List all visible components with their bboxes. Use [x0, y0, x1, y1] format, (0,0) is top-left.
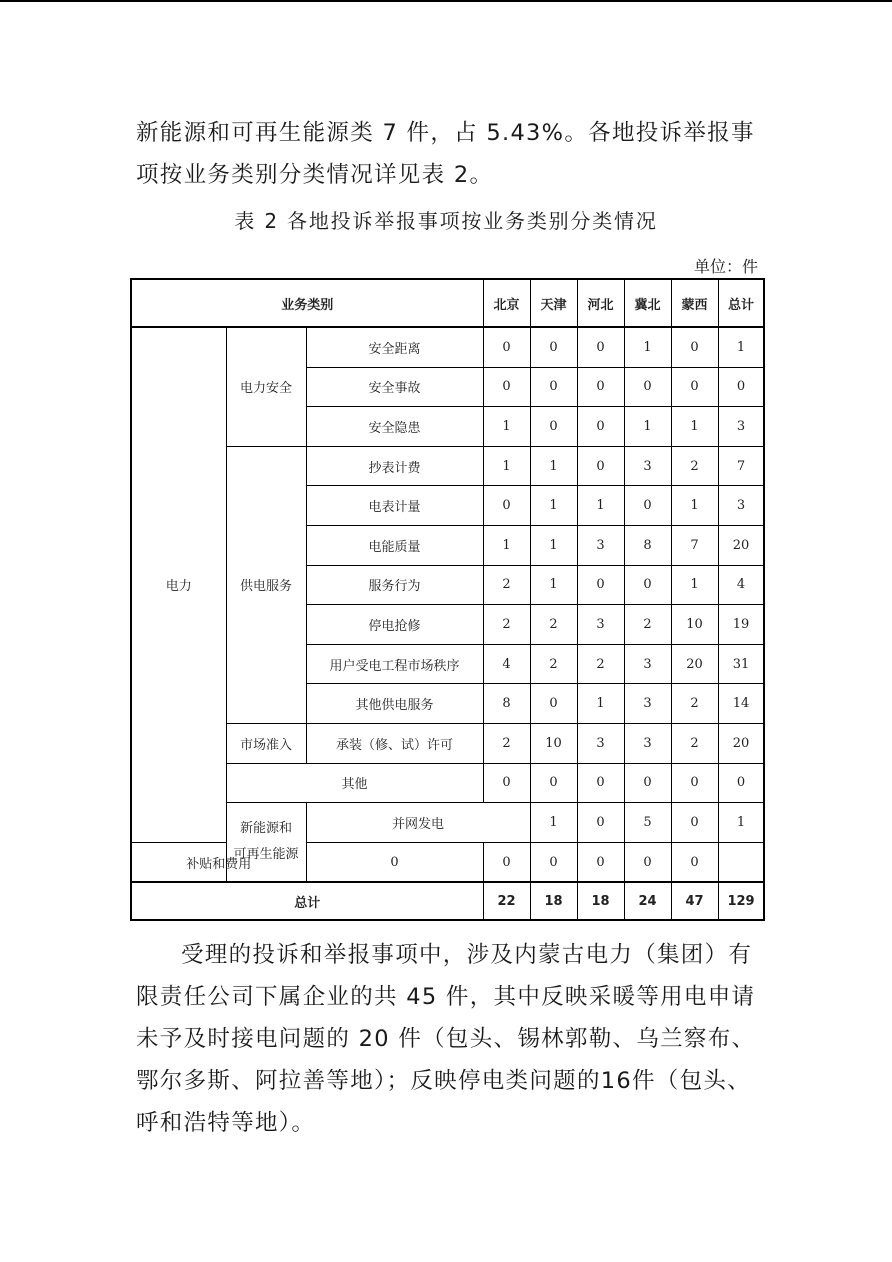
page-top-rule	[0, 0, 892, 2]
cell-value: 14	[718, 684, 764, 724]
table-row	[131, 327, 764, 367]
cell-value: 4	[718, 565, 764, 605]
header-total: 总计	[718, 279, 764, 327]
row-label: 并网发电	[306, 803, 530, 843]
row-label: 安全事故	[306, 367, 483, 407]
row-label: 其他供电服务	[306, 684, 483, 724]
cell-value: 7	[671, 525, 718, 565]
row-label: 安全距离	[306, 327, 483, 367]
total-value: 129	[718, 882, 764, 920]
cell-value: 0	[483, 327, 530, 367]
cell-value: 2	[671, 446, 718, 486]
cell-value: 3	[718, 486, 764, 526]
cell-value: 0	[530, 327, 577, 367]
total-value: 24	[624, 882, 671, 920]
table-row	[131, 446, 764, 486]
cell-value: 3	[624, 644, 671, 684]
cell-value: 1	[577, 684, 624, 724]
cell-value: 2	[483, 565, 530, 605]
header-region: 北京	[483, 279, 530, 327]
header-category: 业务类别	[131, 279, 483, 327]
cell-value: 3	[577, 525, 624, 565]
total-value: 18	[577, 882, 624, 920]
row-label: 停电抢修	[306, 605, 483, 645]
cell-value: 2	[577, 644, 624, 684]
cell-value: 1	[483, 446, 530, 486]
cell-value: 0	[671, 327, 718, 367]
cell-value: 0	[530, 407, 577, 447]
row-label: 电能质量	[306, 525, 483, 565]
cell-value: 5	[624, 803, 671, 843]
row-label: 电表计量	[306, 486, 483, 526]
cell-value: 0	[624, 842, 671, 882]
cell-value: 0	[577, 367, 624, 407]
cell-value: 2	[530, 644, 577, 684]
cell-value: 1	[483, 525, 530, 565]
cell-value: 2	[624, 605, 671, 645]
cell-value: 0	[530, 367, 577, 407]
closing-paragraph	[136, 934, 761, 1144]
cell-value: 0	[671, 842, 718, 882]
row-label: 用户受电工程市场秩序	[306, 644, 483, 684]
table-row	[131, 803, 764, 843]
cell-value: 8	[624, 525, 671, 565]
cell-value: 0	[483, 486, 530, 526]
intro-paragraph: 新能源和可再生能源类 7 件，占 5.43%。各地投诉举报事项按业务类别分类情况详见表 2。	[136, 120, 755, 188]
closing-paragraph-text: 受理的投诉和举报事项中，涉及内蒙古电力（集团）有限责任公司下属企业的共 45 件，其中反映采暖等用电申请未予及时接电问题的 20 件（包头、锡林郭勒、乌兰察布、鄂尔多斯、阿拉善等地）；反映停电类问题的16件（包头、呼和浩特等地）。	[136, 942, 756, 1136]
cell-value: 0	[671, 763, 718, 803]
cell-value: 1	[577, 486, 624, 526]
group-electric: 电力	[131, 327, 226, 842]
cell-value: 2	[671, 684, 718, 724]
row-label: 补贴和费用	[131, 842, 306, 882]
cell-value: 1	[671, 407, 718, 447]
cell-value: 1	[530, 803, 577, 843]
cell-value: 7	[718, 446, 764, 486]
table-row	[131, 763, 764, 803]
cell-value: 8	[483, 684, 530, 724]
row-label: 抄表计费	[306, 446, 483, 486]
cell-value: 20	[718, 723, 764, 763]
cell-value: 20	[671, 644, 718, 684]
cell-value: 3	[577, 723, 624, 763]
cell-value: 0	[577, 565, 624, 605]
cell-value: 4	[483, 644, 530, 684]
table-header-row	[131, 279, 764, 327]
cell-value: 1	[671, 486, 718, 526]
cell-value: 2	[483, 723, 530, 763]
cell-value: 0	[577, 763, 624, 803]
cell-value: 0	[671, 367, 718, 407]
cell-value: 3	[624, 723, 671, 763]
group-renewable-line: 新能源和	[239, 821, 292, 837]
cell-value: 1	[624, 327, 671, 367]
cell-value: 1	[483, 407, 530, 447]
cell-value: 1	[671, 565, 718, 605]
header-region: 蒙西	[671, 279, 718, 327]
cell-value: 0	[718, 367, 764, 407]
cell-value: 3	[577, 605, 624, 645]
subgroup-market: 市场准入	[226, 723, 306, 763]
cell-value: 0	[577, 446, 624, 486]
cell-value: 1	[624, 407, 671, 447]
cell-value: 0	[624, 367, 671, 407]
header-region: 河北	[577, 279, 624, 327]
table-row	[131, 842, 764, 882]
row-label: 安全隐患	[306, 407, 483, 447]
cell-value: 0	[530, 763, 577, 803]
cell-value: 3	[624, 684, 671, 724]
subgroup-supply: 供电服务	[226, 446, 306, 723]
header-region: 冀北	[624, 279, 671, 327]
row-label: 承装（修、试）许可	[306, 723, 483, 763]
row-label: 服务行为	[306, 565, 483, 605]
cell-value: 0	[718, 763, 764, 803]
table-total-row	[131, 882, 764, 920]
table-caption: 表 2 各地投诉举报事项按业务类别分类情况	[234, 209, 658, 233]
cell-value: 31	[718, 644, 764, 684]
cell-value: 0	[624, 763, 671, 803]
cell-value: 0	[671, 803, 718, 843]
cell-value: 10	[530, 723, 577, 763]
cell-value: 0	[577, 407, 624, 447]
cell-value: 2	[483, 605, 530, 645]
total-value: 22	[483, 882, 530, 920]
cell-value: 0	[624, 486, 671, 526]
total-label: 总计	[131, 882, 483, 920]
cell-value: 0	[483, 842, 530, 882]
cell-value: 3	[624, 446, 671, 486]
cell-value: 2	[671, 723, 718, 763]
cell-value: 0	[483, 763, 530, 803]
cell-value: 3	[718, 407, 764, 447]
complaint-category-table	[130, 278, 765, 921]
cell-value: 2	[530, 605, 577, 645]
cell-value: 0	[530, 684, 577, 724]
total-value: 18	[530, 882, 577, 920]
cell-value: 19	[718, 605, 764, 645]
cell-value: 0	[577, 842, 624, 882]
cell-value: 1	[718, 803, 764, 843]
table-row	[131, 723, 764, 763]
group-renewable-line: 可再生能源	[233, 847, 299, 863]
row-label: 其他	[226, 763, 483, 803]
header-region: 天津	[530, 279, 577, 327]
cell-value: 0	[530, 842, 577, 882]
cell-value: 0	[624, 565, 671, 605]
table-unit: 单位：件	[693, 257, 758, 276]
cell-value: 0	[577, 327, 624, 367]
cell-value: 0	[483, 367, 530, 407]
cell-value: 1	[530, 565, 577, 605]
cell-value: 1	[530, 486, 577, 526]
cell-value: 20	[718, 525, 764, 565]
subgroup-safety: 电力安全	[226, 327, 306, 446]
cell-value: 0	[577, 803, 624, 843]
cell-value: 1	[530, 525, 577, 565]
cell-value: 1	[718, 327, 764, 367]
total-value: 47	[671, 882, 718, 920]
cell-value: 1	[530, 446, 577, 486]
cell-value: 0	[306, 842, 483, 882]
cell-value: 10	[671, 605, 718, 645]
